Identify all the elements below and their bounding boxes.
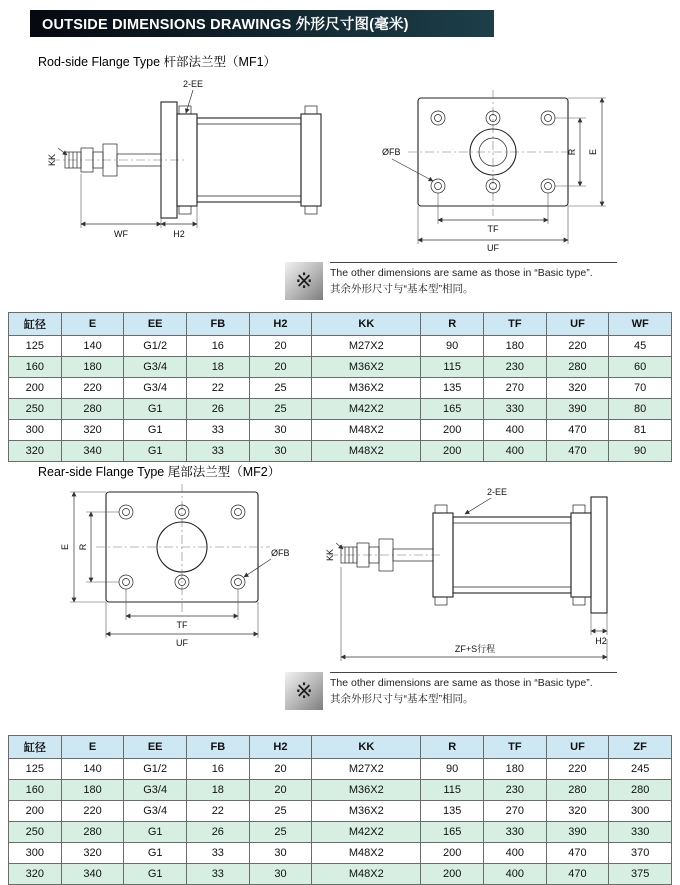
mf2-table (8, 735, 672, 885)
dim-label-r: R (567, 148, 577, 156)
table-header-row (9, 313, 672, 336)
table-cell: G1 (124, 843, 187, 864)
table-cell: G1/2 (124, 336, 187, 357)
column-header: R (421, 736, 484, 759)
table-cell: 250 (9, 822, 62, 843)
table-row (9, 780, 672, 801)
table-cell: 300 (9, 420, 62, 441)
column-header: FB (187, 313, 250, 336)
page-title: OUTSIDE DIMENSIONS DRAWINGS 外形尺寸图(毫米) (42, 17, 409, 33)
table-cell: 200 (421, 843, 484, 864)
table-cell: 220 (61, 801, 124, 822)
table-cell: 270 (484, 801, 547, 822)
dim-label-tf: TF (176, 620, 188, 630)
page-title-banner (30, 10, 494, 37)
table-cell: 165 (421, 399, 484, 420)
table-row (9, 801, 672, 822)
table-cell: 390 (546, 399, 609, 420)
table-cell: 400 (484, 420, 547, 441)
table-cell: 33 (187, 420, 250, 441)
table-cell: 26 (187, 822, 250, 843)
table-cell: 200 (421, 420, 484, 441)
table-cell: 320 (546, 801, 609, 822)
table-cell: M48X2 (312, 843, 421, 864)
dim-label-tf: TF (487, 224, 499, 234)
table-cell: 33 (187, 864, 250, 885)
column-header: UF (546, 313, 609, 336)
table-cell: 26 (187, 399, 250, 420)
dim-label-h2: H2 (595, 636, 607, 646)
table-cell: 18 (187, 357, 250, 378)
table-cell: 33 (187, 441, 250, 462)
table-cell: 320 (9, 441, 62, 462)
table-cell: 400 (484, 843, 547, 864)
table-cell: 280 (61, 399, 124, 420)
table-cell: G3/4 (124, 357, 187, 378)
dim-label-uf: UF (487, 243, 499, 253)
column-header: UF (546, 736, 609, 759)
table-cell: 16 (187, 336, 250, 357)
table-cell: 125 (9, 759, 62, 780)
table-cell: 33 (187, 843, 250, 864)
table-cell: G3/4 (124, 780, 187, 801)
dim-label-2ee: 2-EE (182, 79, 204, 89)
table-cell: 250 (9, 399, 62, 420)
table-cell: 330 (484, 822, 547, 843)
column-header: EE (124, 736, 187, 759)
table-cell: G1/2 (124, 759, 187, 780)
table-cell: M42X2 (312, 822, 421, 843)
dim-label-2ee: 2-EE (486, 487, 508, 497)
reference-mark: ※ (295, 679, 313, 703)
table-cell: 160 (9, 357, 62, 378)
table-cell: 140 (61, 336, 124, 357)
table-cell: 320 (61, 843, 124, 864)
table-cell: G1 (124, 822, 187, 843)
table-cell: M36X2 (312, 357, 421, 378)
table-cell: M36X2 (312, 378, 421, 399)
table-cell: 90 (421, 336, 484, 357)
table-cell: 470 (546, 420, 609, 441)
table-cell: 25 (249, 399, 312, 420)
table-cell: 230 (484, 780, 547, 801)
table-cell: 470 (546, 441, 609, 462)
note-line-zh: 其余外形尺寸与“基本型”相同。 (330, 692, 474, 705)
table-cell: 300 (9, 843, 62, 864)
basic-type-note (285, 262, 617, 300)
table-cell: 230 (484, 357, 547, 378)
table-cell: 330 (609, 822, 672, 843)
table-cell: 135 (421, 801, 484, 822)
table-cell: 340 (61, 441, 124, 462)
mf1-table (8, 312, 672, 462)
dim-label-r: R (78, 543, 88, 551)
dim-label-e: E (588, 148, 598, 156)
table-cell: 25 (249, 378, 312, 399)
table-cell: 25 (249, 822, 312, 843)
column-header: 缸径 (9, 736, 62, 759)
table-row (9, 822, 672, 843)
table-cell: M36X2 (312, 801, 421, 822)
table-cell: 45 (609, 336, 672, 357)
column-header: R (421, 313, 484, 336)
table-cell: 340 (61, 864, 124, 885)
table-row (9, 378, 672, 399)
table-cell: 90 (421, 759, 484, 780)
table-cell: 135 (421, 378, 484, 399)
dim-label-zf-stroke: ZF+S行程 (454, 644, 496, 654)
table-cell: 200 (9, 801, 62, 822)
table-row (9, 399, 672, 420)
dim-label-uf: UF (176, 638, 188, 648)
column-header: H2 (249, 313, 312, 336)
table-cell: 20 (249, 336, 312, 357)
table-cell: 220 (546, 759, 609, 780)
table-row (9, 357, 672, 378)
table-cell: 16 (187, 759, 250, 780)
table-cell: 280 (546, 780, 609, 801)
table-cell: 18 (187, 780, 250, 801)
table-cell: 140 (61, 759, 124, 780)
table-cell: 30 (249, 441, 312, 462)
table-cell: 280 (546, 357, 609, 378)
table-cell: 320 (61, 420, 124, 441)
table-cell: 180 (61, 357, 124, 378)
column-header: ZF (609, 736, 672, 759)
dim-label-fb: ØFB (382, 147, 401, 157)
table-cell: G1 (124, 441, 187, 462)
table-row (9, 420, 672, 441)
table-cell: 160 (9, 780, 62, 801)
table-cell: 200 (421, 441, 484, 462)
table-cell: 330 (484, 399, 547, 420)
column-header: KK (312, 736, 421, 759)
table-cell: 390 (546, 822, 609, 843)
column-header: TF (484, 736, 547, 759)
dim-label-wf: WF (114, 229, 128, 239)
table-cell: 375 (609, 864, 672, 885)
basic-type-note (285, 672, 617, 710)
column-header: E (61, 313, 124, 336)
table-cell: 70 (609, 378, 672, 399)
table-cell: 400 (484, 441, 547, 462)
column-header: H2 (249, 736, 312, 759)
dim-label-h2: H2 (173, 229, 185, 239)
table-cell: 60 (609, 357, 672, 378)
table-cell: 81 (609, 420, 672, 441)
dim-label-kk: KK (47, 153, 57, 167)
table-cell: 20 (249, 780, 312, 801)
table-cell: 270 (484, 378, 547, 399)
table-cell: 470 (546, 843, 609, 864)
column-header: TF (484, 313, 547, 336)
reference-mark-icon (285, 262, 323, 300)
table-cell: 125 (9, 336, 62, 357)
table-cell: 80 (609, 399, 672, 420)
dim-label-kk: KK (325, 548, 335, 562)
mf2-dimension-table (8, 735, 672, 885)
table-cell: 320 (9, 864, 62, 885)
table-cell: G1 (124, 864, 187, 885)
table-cell: 30 (249, 864, 312, 885)
reference-mark-icon (285, 672, 323, 710)
mf1-flange-face-drawing (378, 88, 626, 253)
mf2-flange-face-drawing (58, 480, 313, 660)
table-cell: G3/4 (124, 378, 187, 399)
table-row (9, 864, 672, 885)
mf1-side-view-drawing (45, 76, 355, 256)
reference-mark: ※ (295, 269, 313, 293)
table-cell: 200 (421, 864, 484, 885)
table-cell: M27X2 (312, 759, 421, 780)
table-cell: G1 (124, 399, 187, 420)
section-heading-mf1: Rod-side Flange Type 杆部法兰型（MF1） (38, 55, 277, 69)
table-cell: 25 (249, 801, 312, 822)
table-row (9, 441, 672, 462)
table-cell: 115 (421, 780, 484, 801)
mf1-dimension-table (8, 312, 672, 462)
table-cell: 280 (609, 780, 672, 801)
column-header: FB (187, 736, 250, 759)
table-cell: 30 (249, 843, 312, 864)
column-header: E (61, 736, 124, 759)
table-cell: 165 (421, 822, 484, 843)
table-cell: 20 (249, 357, 312, 378)
table-row (9, 843, 672, 864)
section-heading-mf2: Rear-side Flange Type 尾部法兰型（MF2） (38, 465, 281, 479)
table-cell: 20 (249, 759, 312, 780)
column-header: 缸径 (9, 313, 62, 336)
table-cell: M27X2 (312, 336, 421, 357)
table-cell: M42X2 (312, 399, 421, 420)
column-header: KK (312, 313, 421, 336)
table-cell: 200 (9, 378, 62, 399)
table-cell: G3/4 (124, 801, 187, 822)
table-cell: 30 (249, 420, 312, 441)
table-row (9, 336, 672, 357)
dim-label-e: E (60, 543, 70, 551)
table-cell: 22 (187, 801, 250, 822)
table-cell: 245 (609, 759, 672, 780)
table-cell: 90 (609, 441, 672, 462)
table-cell: 22 (187, 378, 250, 399)
table-cell: 320 (546, 378, 609, 399)
table-cell: M48X2 (312, 864, 421, 885)
table-cell: 220 (546, 336, 609, 357)
table-cell: 180 (61, 780, 124, 801)
table-cell: 470 (546, 864, 609, 885)
table-cell: M36X2 (312, 780, 421, 801)
table-header-row (9, 736, 672, 759)
dim-label-fb: ØFB (271, 548, 290, 558)
table-cell: 300 (609, 801, 672, 822)
table-cell: 180 (484, 336, 547, 357)
table-cell: M48X2 (312, 420, 421, 441)
table-cell: 115 (421, 357, 484, 378)
table-cell: 370 (609, 843, 672, 864)
column-header: EE (124, 313, 187, 336)
table-cell: 280 (61, 822, 124, 843)
note-line-zh: 其余外形尺寸与“基本型”相同。 (330, 282, 474, 295)
note-line-en: The other dimensions are same as those in “Basic type”. (330, 677, 593, 689)
note-line-en: The other dimensions are same as those in “Basic type”. (330, 267, 593, 279)
column-header: WF (609, 313, 672, 336)
table-cell: M48X2 (312, 441, 421, 462)
table-cell: G1 (124, 420, 187, 441)
table-cell: 400 (484, 864, 547, 885)
table-cell: 180 (484, 759, 547, 780)
mf2-side-view-drawing (325, 483, 645, 668)
table-cell: 220 (61, 378, 124, 399)
table-row (9, 759, 672, 780)
